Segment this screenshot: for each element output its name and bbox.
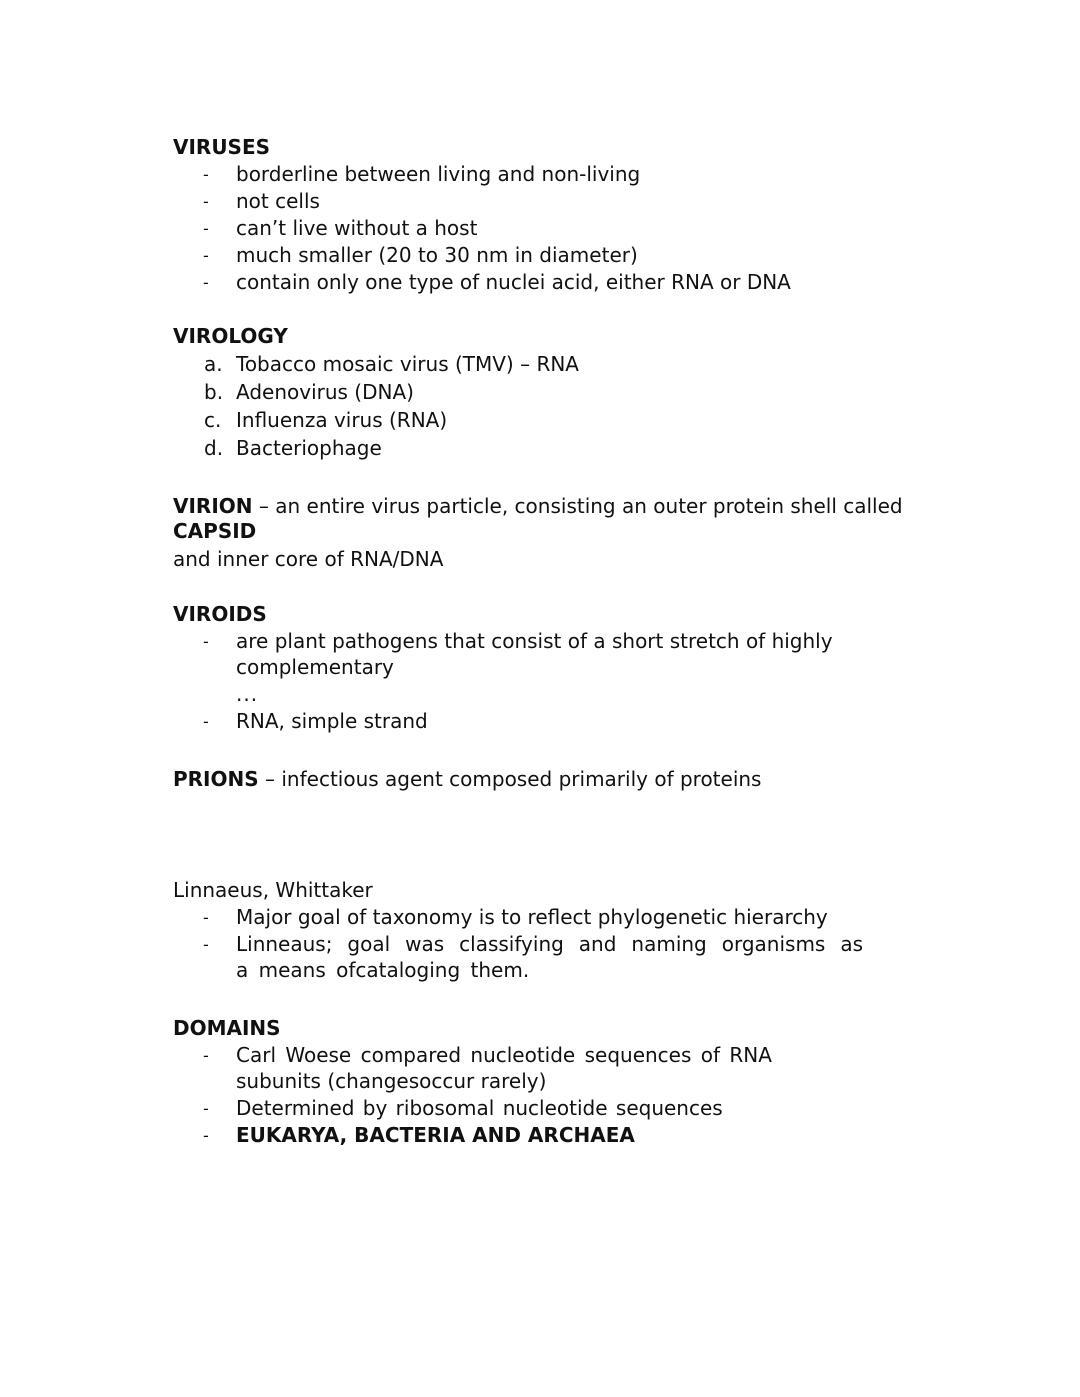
- list-item-text: EUKARYA, BACTERIA AND ARCHAEA: [236, 1123, 635, 1147]
- list-item: [173, 161, 933, 188]
- list-item-text: Influenza virus (RNA): [236, 408, 448, 432]
- domains-section: [173, 1015, 933, 1149]
- list-item-text: Tobacco mosaic virus (TMV) – RNA: [236, 352, 579, 376]
- list-marker: b.: [204, 380, 224, 404]
- list-item-text: not cells: [236, 189, 320, 213]
- prions-definition: – infectious agent composed primarily of proteins: [258, 767, 762, 791]
- viruses-section: [173, 134, 933, 296]
- virion-definition: – an entire virus particle, consisting an outer protein shell called: [252, 494, 903, 518]
- list-item-text-continued: a means ofcataloging them.: [236, 958, 530, 982]
- virology-section: [173, 323, 933, 462]
- viroids-list: [173, 628, 933, 735]
- list-item-text: Bacteriophage: [236, 436, 382, 460]
- taxonomy-list: [173, 904, 863, 984]
- list-item: [173, 1042, 933, 1095]
- list-item: [173, 215, 933, 242]
- list-item: [173, 350, 933, 378]
- list-item: [173, 904, 863, 931]
- viroids-heading: VIROIDS: [173, 602, 267, 626]
- dash-bullet: -: [203, 1126, 209, 1145]
- virion-line: [173, 493, 933, 520]
- list-item: [173, 434, 933, 462]
- virion-continuation: and inner core of RNA/DNA: [173, 547, 444, 571]
- list-item: [173, 708, 933, 735]
- list-item: [173, 242, 933, 269]
- list-item-text: borderline between living and non-living: [236, 162, 641, 186]
- list-item-text: Adenovirus (DNA): [236, 380, 414, 404]
- list-item: [173, 406, 933, 434]
- list-item-text-continued: complementary: [236, 655, 394, 679]
- virology-list: [173, 350, 933, 462]
- list-item: [173, 1095, 933, 1122]
- prions-section: [173, 766, 933, 793]
- list-item: [173, 269, 933, 296]
- ellipsis: ...: [236, 682, 259, 706]
- dash-bullet: -: [203, 1046, 209, 1065]
- list-item: [173, 188, 933, 215]
- list-item-text: Linneaus; goal was classifying and naming organisms as: [236, 932, 863, 956]
- virion-term: VIRION: [173, 494, 253, 518]
- list-marker: a.: [204, 352, 223, 376]
- taxonomy-heading: Linnaeus, Whittaker: [173, 878, 373, 902]
- list-item: [173, 378, 933, 406]
- virion-section: [173, 493, 933, 573]
- dash-bullet: -: [203, 273, 209, 292]
- list-item-text: Major goal of taxonomy is to reflect phylogenetic hierarchy: [236, 905, 828, 929]
- dash-bullet: -: [203, 712, 209, 731]
- list-item-text: can’t live without a host: [236, 216, 478, 240]
- viruses-heading: VIRUSES: [173, 135, 271, 159]
- list-item-text: are plant pathogens that consist of a short stretch of highly: [236, 629, 833, 653]
- dash-bullet: -: [203, 935, 209, 954]
- list-marker: d.: [204, 436, 224, 460]
- dash-bullet: -: [203, 1099, 209, 1118]
- virology-heading: VIROLOGY: [173, 324, 288, 348]
- viruses-list: [173, 161, 933, 296]
- dash-bullet: -: [203, 165, 209, 184]
- dash-bullet: -: [203, 192, 209, 211]
- list-marker: c.: [204, 408, 222, 432]
- viroids-section: [173, 601, 933, 735]
- list-item: [173, 628, 933, 708]
- list-item-text: much smaller (20 to 30 nm in diameter): [236, 243, 638, 267]
- dash-bullet: -: [203, 632, 209, 651]
- domains-list: [173, 1042, 933, 1149]
- domains-heading: DOMAINS: [173, 1016, 281, 1040]
- dash-bullet: -: [203, 246, 209, 265]
- list-item: [173, 1122, 933, 1149]
- taxonomy-section: [173, 877, 863, 984]
- list-item-text: Carl Woese compared nucleotide sequences of RNA: [236, 1043, 772, 1067]
- list-item-text-continued: subunits (changesoccur rarely): [236, 1069, 547, 1093]
- capsid-term: CAPSID: [173, 519, 257, 543]
- list-item-text: RNA, simple strand: [236, 709, 428, 733]
- prions-term: PRIONS: [173, 767, 259, 791]
- dash-bullet: -: [203, 908, 209, 927]
- list-item: [173, 931, 863, 984]
- dash-bullet: -: [203, 219, 209, 238]
- list-item-text: Determined by ribosomal nucleotide sequences: [236, 1096, 723, 1120]
- list-item-text: contain only one type of nuclei acid, either RNA or DNA: [236, 270, 791, 294]
